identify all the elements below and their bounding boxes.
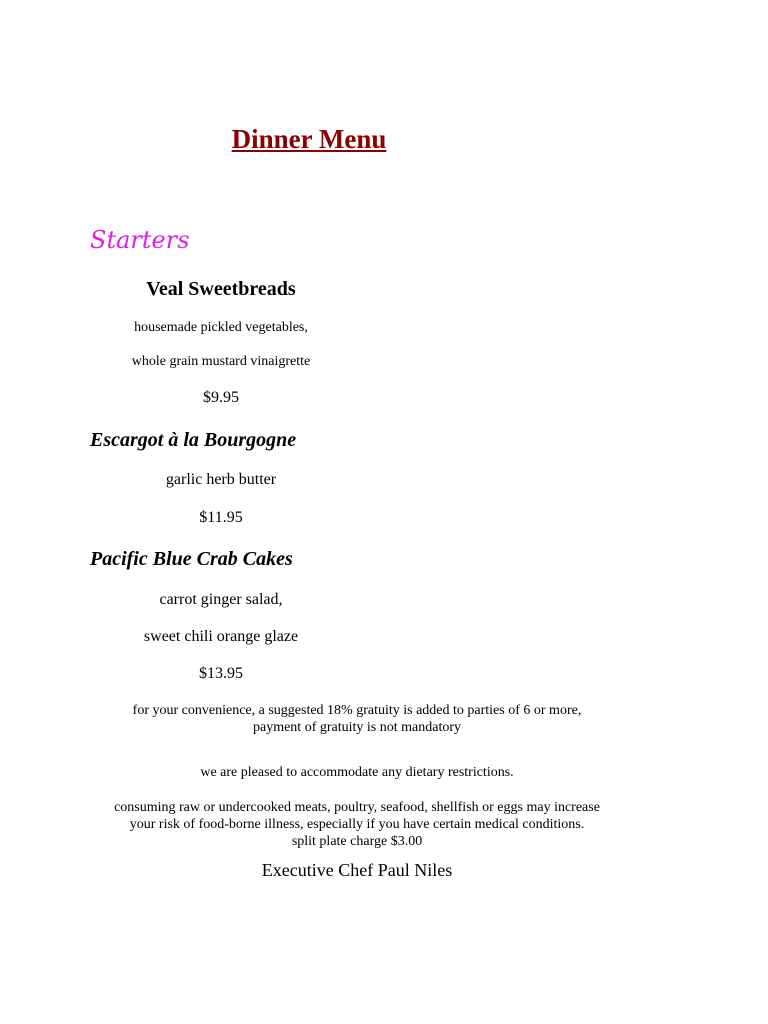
gratuity-note: payment of gratuity is not mandatory bbox=[252, 720, 461, 735]
dish-name: Veal Sweetbreads bbox=[146, 278, 296, 300]
dish-price: $13.95 bbox=[199, 665, 243, 682]
gratuity-note: for your convenience, a suggested 18% gratuity is added to parties of 6 or more, bbox=[132, 703, 582, 718]
page-title: Dinner Menu bbox=[231, 124, 387, 154]
dish-description-line: carrot ginger salad, bbox=[159, 591, 283, 608]
section-heading-starters: Starters bbox=[90, 226, 190, 254]
dish-description-line: sweet chili orange glaze bbox=[143, 628, 299, 645]
dish-description-line: housemade pickled vegetables, bbox=[134, 320, 308, 335]
food-safety-warning: consuming raw or undercooked meats, poultry, seafood, shellfish or eggs may increase bbox=[114, 800, 600, 815]
dish-name: Pacific Blue Crab Cakes bbox=[90, 548, 293, 570]
food-safety-warning: your risk of food-borne illness, especially if you have certain medical conditions. bbox=[129, 817, 585, 832]
split-plate-charge: split plate charge $3.00 bbox=[291, 834, 423, 849]
dietary-note: we are pleased to accommodate any dietary restrictions. bbox=[200, 765, 514, 780]
dish-description-line: garlic herb butter bbox=[165, 471, 277, 488]
dish-price: $9.95 bbox=[203, 389, 239, 406]
dish-description-line: whole grain mustard vinaigrette bbox=[131, 354, 311, 369]
chef-credit: Executive Chef Paul Niles bbox=[261, 860, 453, 880]
dish-name: Escargot à la Bourgogne bbox=[90, 429, 297, 451]
dish-price: $11.95 bbox=[199, 509, 243, 526]
